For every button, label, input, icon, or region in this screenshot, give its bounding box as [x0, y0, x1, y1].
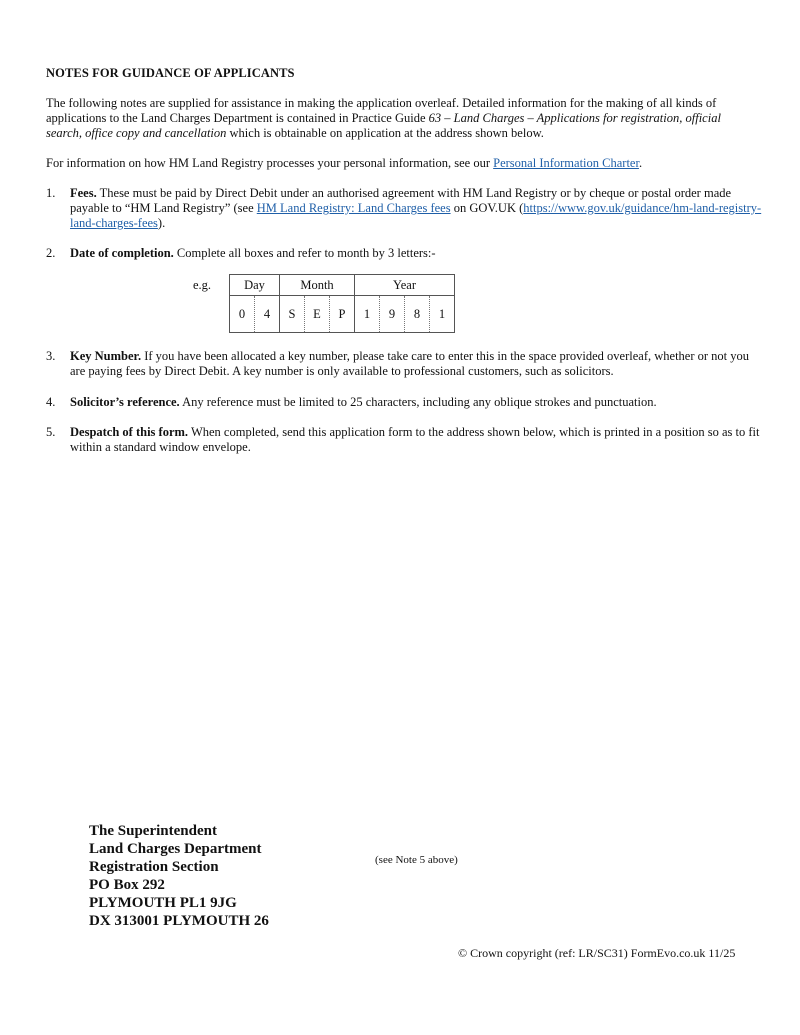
year-digit-box: 1 — [430, 296, 455, 333]
note-text: If you have been allocated a key number, please take care to enter this in the space provided overleaf, whether or not you are paying fees by Direct Debit. A key number is only available to professional customers, such as solicitors. — [70, 349, 750, 378]
address-line: PLYMOUTH PL1 9JG — [89, 895, 237, 911]
note-date-of-completion — [46, 246, 762, 261]
practice-guide-title: 63 – Land Charges – Applications for registration, official search, office copy and cancellation — [46, 111, 721, 140]
year-digit-box: 1 — [355, 296, 380, 333]
note-number: 3. — [46, 349, 56, 363]
note-text: Complete all boxes and refer to month by 3 letters:- — [173, 246, 436, 260]
intro-text: The following notes are supplied for assistance in making the application overleaf. Detailed information for the making of all kinds of applications to the Land Charges Department is contained in Practice Guide — [46, 96, 717, 125]
note-heading: Date of completion. — [70, 246, 174, 260]
note-key-number — [46, 349, 762, 379]
example-label: e.g. — [193, 278, 212, 292]
note-heading: Key Number. — [70, 349, 142, 363]
note-text: on GOV.UK ( — [450, 201, 524, 215]
note-fees — [46, 186, 762, 231]
privacy-text: For information on how HM Land Registry processes your personal information, see our — [46, 156, 494, 170]
address-line: The Superintendent — [89, 823, 217, 839]
note-despatch — [46, 425, 762, 455]
year-digit-box: 9 — [380, 296, 405, 333]
copyright-notice: © Crown copyright (ref: LR/SC31) FormEvo.co.uk 11/25 — [458, 946, 736, 960]
note-text: Any reference must be limited to 25 characters, including any oblique strokes and punctuation. — [179, 395, 657, 409]
note-number: 5. — [46, 425, 56, 439]
privacy-paragraph — [46, 156, 760, 171]
note-number: 2. — [46, 246, 56, 260]
month-letter-box: P — [330, 296, 355, 333]
address-line: Registration Section — [89, 859, 219, 875]
note-heading: Solicitor’s reference. — [70, 395, 180, 409]
note-text: These must be paid by Direct Debit under an authorised agreement with HM Land Registry or by cheque or postal order made payable to “HM Land Registry” (see — [70, 186, 732, 215]
note-text: When completed, send this application form to the address shown below, which is printed in a position so as to fit within a standard window envelope. — [70, 425, 760, 454]
intro-text-end: which is obtainable on application at the address shown below. — [226, 126, 544, 140]
gov-uk-fees-url-link[interactable]: https://www.gov.uk/guidance/hm-land-registry-land-charges-fees — [70, 201, 762, 230]
address-line: PO Box 292 — [89, 877, 165, 893]
day-header: Day — [230, 275, 280, 296]
personal-information-charter-link[interactable]: Personal Information Charter — [493, 156, 639, 170]
intro-paragraph — [46, 96, 760, 141]
year-header: Year — [355, 275, 455, 296]
note-number: 1. — [46, 186, 56, 200]
note-number: 4. — [46, 395, 56, 409]
day-digit-box: 4 — [255, 296, 280, 333]
month-letter-box: E — [305, 296, 330, 333]
note-text: ). — [157, 216, 166, 230]
year-digit-box: 8 — [405, 296, 430, 333]
address-line: Land Charges Department — [89, 841, 262, 857]
page-title: NOTES FOR GUIDANCE OF APPLICANTS — [46, 66, 295, 80]
note-heading: Despatch of this form. — [70, 425, 189, 439]
note-heading: Fees. — [70, 186, 97, 200]
note-solicitors-reference — [46, 395, 762, 410]
land-charges-fees-link[interactable]: HM Land Registry: Land Charges fees — [256, 201, 451, 215]
month-letter-box: S — [280, 296, 305, 333]
return-address — [89, 822, 269, 930]
month-header: Month — [280, 275, 355, 296]
see-note-reference: (see Note 5 above) — [375, 854, 458, 866]
day-digit-box: 0 — [230, 296, 255, 333]
privacy-text-end: . — [638, 156, 643, 170]
address-line: DX 313001 PLYMOUTH 26 — [89, 913, 269, 929]
date-example-boxes — [229, 274, 455, 333]
